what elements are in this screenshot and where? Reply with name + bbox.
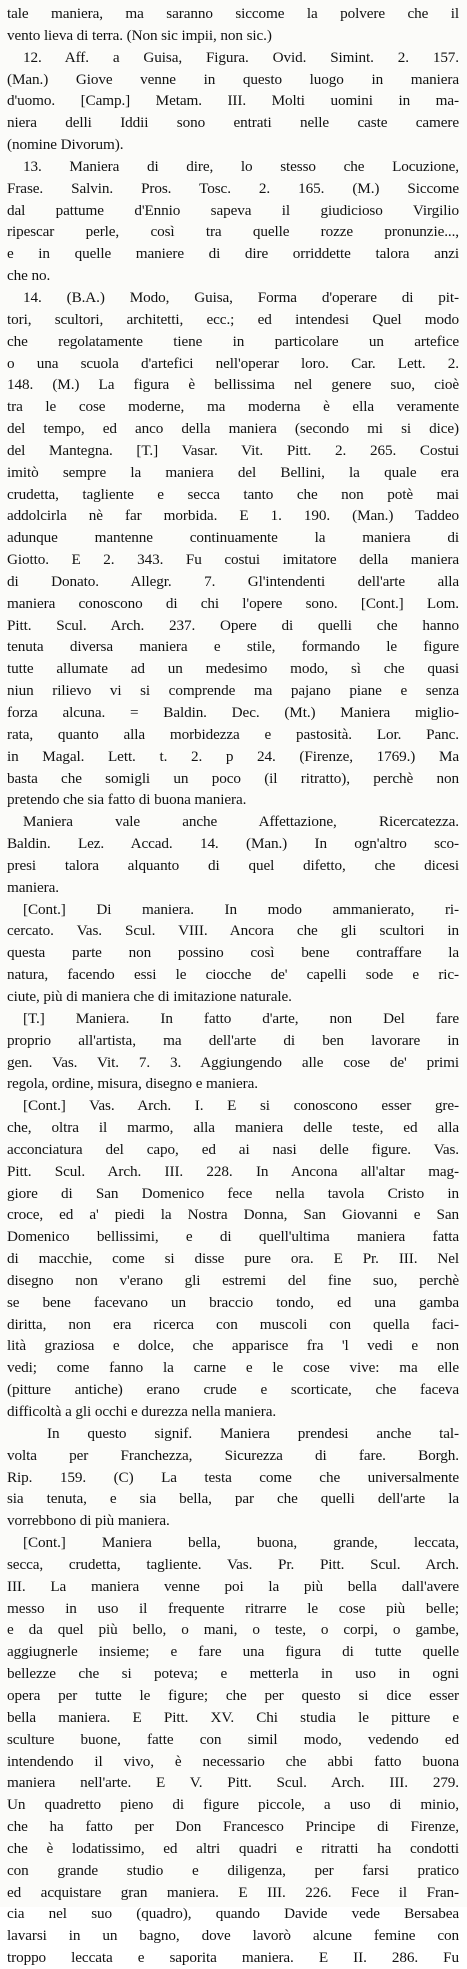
text-line: basta che somigli un poco (il ritratto), perchè non — [7, 769, 459, 787]
text-line: Pitt. Scul. Arch. III. 228. In Ancona all'altar mag- — [7, 1162, 459, 1180]
text-line: aggiugnerle insieme; e fare una figura di tutte quelle — [7, 1643, 459, 1661]
text-line: d'uomo. [Camp.] Metam. III. Molti uomini in ma- — [7, 92, 459, 110]
text-line: di Donato. Allegr. 7. Gl'intendenti dell'arte alla — [7, 572, 459, 590]
text-line: Domenico bellissimi, e di quell'ultima maniera fatta — [7, 1228, 459, 1246]
text-line: tra le cose moderne, ma moderna è ella veramente — [7, 398, 459, 416]
text-line: In questo signif. Maniera prendesi anche tal- — [47, 1424, 459, 1442]
text-line: vorrebbono di più maniera. — [7, 1512, 170, 1530]
text-line: che è lodatissimo, ed altri quadri e ritratti ha condotti — [7, 1839, 459, 1857]
text-line: regola, ordine, misura, disegno e maniera. — [7, 1075, 258, 1093]
sense-12 — [7, 47, 459, 156]
text-line: adunque mantenne continuamente la maniera di — [7, 529, 459, 547]
text-line: 13. Maniera di dire, lo stesso che Locuzione, — [23, 157, 459, 175]
text-line: lità graziosa e dolce, che apparisce fra 'l vedi e non — [7, 1337, 459, 1355]
text-line: crudetta, tagliente e secca tanto che non potè mai — [7, 485, 459, 503]
text-line: lavarsi in un bagno, dove lavorò alcune femine con — [7, 1927, 459, 1945]
text-line: Baldin. Lez. Accad. 14. (Man.) In ogn'altro sco- — [7, 835, 459, 853]
text-line: tale maniera, ma saranno siccome la polvere che il — [7, 5, 459, 22]
text-line: addolcirla nè far morbida. E 1. 190. (Man.) Taddeo — [7, 507, 459, 525]
text-line: maniera. — [7, 878, 59, 896]
text-line: se bene facevano un braccio tondo, ed una gamba — [7, 1293, 459, 1311]
text-line: [Cont.] Di maniera. In modo ammanierato, ri- — [23, 900, 459, 918]
text-line: niera delli Iddii sono entrati nelle caste camere — [7, 114, 459, 132]
text-line: con grande studio e diligenza, per farsi pratico — [7, 1861, 459, 1879]
text-line: sculture buone, fatte con simil modo, vedendo ed — [7, 1730, 459, 1748]
text-line: in Magal. Lett. t. 2. p 24. (Firenze, 1769.) Ma — [7, 747, 459, 765]
text-line: giore di San Domenico fece nella tavola Cristo in — [7, 1184, 459, 1202]
text-line: ripescar perle, così tra quelle rozze pronunzie..., — [7, 223, 459, 241]
subsense-affettazione — [7, 811, 459, 898]
text-line: di macchie, come si disse pure ora. E Pr. III. Nel — [7, 1250, 459, 1268]
text-line: (Man.) Giove venne in questo luogo in maniera — [7, 70, 459, 88]
text-line: maniera nell'arte. E V. Pitt. Scul. Arch. III. 279. — [7, 1774, 459, 1792]
text-line: gen. Vas. Vit. 7. 3. Aggiungendo alle cose de' primi — [7, 1053, 459, 1071]
text-line: niun rilievo vi si comprende ma pajano piane e senza — [7, 682, 459, 700]
text-line: che no. — [7, 267, 51, 285]
sense-13 — [7, 156, 459, 287]
text-line: che ha fatto per Don Francesco Principe di Firenze, — [7, 1818, 459, 1836]
text-line: difficoltà a gli occhi e durezza nella maniera. — [7, 1403, 277, 1420]
subsense-maniera-bella — [7, 1532, 459, 1969]
text-line: presi talora alquanto di quel difetto, che dicesi — [7, 856, 459, 874]
text-line: 12. Aff. a Guisa, Figura. Ovid. Simint. 2. 157. — [23, 48, 459, 66]
text-line: questa parte non possino così bene contraffare la — [7, 944, 459, 962]
text-line: del tempo, ed anco della maniera (secondo mi si dice) — [7, 420, 459, 438]
text-line: che, oltra il marmo, alla maniera delle teste, ed alla — [7, 1119, 459, 1137]
text-line: [Cont.] Vas. Arch. I. E si conoscono esser gre- — [23, 1097, 459, 1115]
text-line: pretendo che sia fatto di buona maniera. — [7, 791, 247, 809]
subsense-di-maniera — [7, 899, 459, 1008]
text-line: tenuta diversa maniera e stile, formando le figure — [7, 638, 459, 656]
text-line: volta per Franchezza, Sicurezza di fare. Borgh. — [7, 1446, 459, 1464]
text-line: proprio all'artista, ma dell'arte di ben lavorare in — [7, 1031, 459, 1049]
text-line: maniera conoscono di chi l'opere sono. [Cont.] Lom. — [7, 594, 459, 612]
text-line: croce, ed a' piedi la Nostra Donna, San Giovanni e San — [7, 1206, 459, 1224]
text-line: o una scuola d'artefici nell'operar loro. Car. Lett. 2. — [7, 354, 459, 372]
subsense-franchezza — [7, 1423, 459, 1532]
text-line: che regolatamente tiene in particolare un artefice — [7, 332, 459, 350]
text-line: diritta, non era ricerca con muscoli con quella faci- — [7, 1315, 459, 1333]
text-line: opera per tutte le figure; che per questo si dice esser — [7, 1686, 459, 1704]
text-line: bella maniera. E Pitt. XV. Chi studia le pitture e — [7, 1708, 459, 1726]
text-line: (pitture antiche) erano crude e scorticate, che faceva — [7, 1381, 459, 1399]
text-line: sia tenuta, e sia bella, par che quelli dell'arte la — [7, 1490, 459, 1508]
text-line: acconciatura del capo, ed ai nasi delle figure. Vas. — [7, 1140, 459, 1158]
text-line: imitò sempre la maniera del Bellini, la quale era — [7, 463, 459, 481]
text-line: tutte allumate ad un medesimo modo, sì che quasi — [7, 660, 459, 678]
text-line: cercato. Vas. Scul. VIII. Ancora che gli scultori in — [7, 922, 459, 940]
text-line: ed acquistare gran maniera. E III. 226. Fece il Fran- — [7, 1883, 459, 1901]
text-line: e da quel più bello, o mani, o teste, o corpi, o gambe, — [7, 1621, 459, 1639]
text-line: Rip. 159. (C) La testa come che universalmente — [7, 1468, 459, 1486]
text-line: Giotto. E 2. 343. Fu costui imitatore della maniera — [7, 551, 459, 569]
text-line: cia nel suo (quadro), quando Davide vede Bersabea — [7, 1905, 459, 1923]
text-line: disegno non v'erano gli estremi del fine suo, perchè — [7, 1271, 459, 1289]
text-line: secca, crudetta, tagliente. Vas. Pr. Pitt. Scul. Arch. — [7, 1555, 459, 1573]
text-line: [Cont.] Maniera bella, buona, grande, leccata, — [23, 1534, 459, 1552]
sense-14 — [7, 287, 459, 811]
text-line: [T.] Maniera. In fatto d'arte, non Del fare — [23, 1009, 459, 1027]
text-line: (nomine Divorum). — [7, 136, 124, 154]
text-line: vedi; come fanno la carne e le cose vive: ma elle — [7, 1359, 459, 1377]
text-line: Frase. Salvin. Pros. Tosc. 2. 165. (M.) Siccome — [7, 179, 459, 197]
text-line: 148. (M.) La figura è bellissima nel genere suo, cioè — [7, 376, 459, 394]
text-line: III. La maniera venne poi la più bella dall'avere — [7, 1577, 459, 1595]
text-line: intendendo il vivo, è necessario che abbi fatto buona — [7, 1752, 459, 1770]
text-line: vento lieva di terra. (Non sic impii, non sic.) — [7, 26, 272, 44]
text-line: dal pattume d'Ennio sapeva il giudicioso Virgilio — [7, 201, 459, 219]
text-line: e in quelle maniere di dire orriddette talora anzi — [7, 245, 459, 263]
text-line: Un quadretto pieno di figure piccole, a uso di minio, — [7, 1796, 459, 1814]
text-line: forza alcuna. = Baldin. Dec. (Mt.) Maniera miglio- — [7, 704, 459, 721]
text-line: Maniera vale anche Affettazione, Ricercatezza. — [23, 813, 459, 831]
text-line: troppo leccata e saporita maniera. E II. 286. Fu — [7, 1949, 459, 1967]
entry-continuation — [7, 3, 459, 47]
text-line: bellezze che si poteva; e metterla in uso in ogni — [7, 1665, 459, 1683]
text-line: natura, facendo essi le ciocche de' capelli sode e ric- — [7, 966, 459, 984]
subsense-fatto-d-arte — [7, 1008, 459, 1095]
text-line: Pitt. Scul. Arch. 237. Opere di quelli che hanno — [7, 616, 459, 634]
text-line: del Mantegna. [T.] Vasar. Vit. Pitt. 2. 265. Costui — [7, 441, 459, 459]
text-line: tori, scultori, architetti, ecc.; ed intendesi Quel modo — [7, 310, 459, 328]
text-line: 14. (B.A.) Modo, Guisa, Forma d'operare di pit- — [23, 288, 459, 306]
text-line: rata, quanto alla morbidezza e pastosità. Lor. Panc. — [7, 725, 459, 743]
text-line: ciute, più di maniera che di imitazione naturale. — [7, 987, 292, 1005]
subsense-vas-arch — [7, 1095, 459, 1423]
text-line: messo in uso il frequente ritrarre le cose più belle; — [7, 1599, 459, 1617]
